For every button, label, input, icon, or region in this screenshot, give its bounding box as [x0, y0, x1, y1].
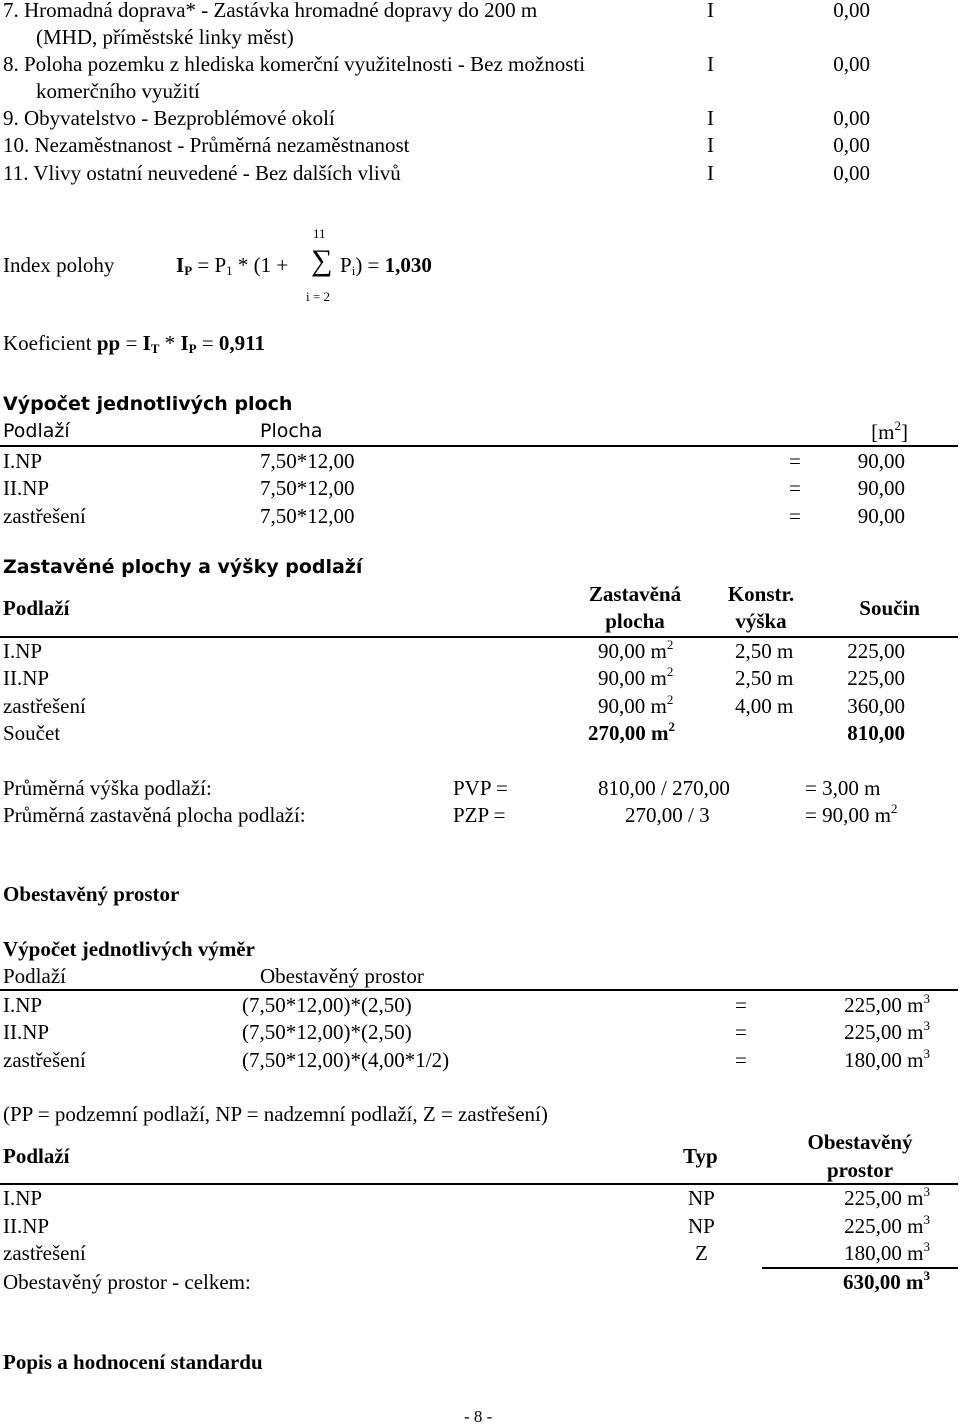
vymera-row-podlazi: zastřešení — [3, 1048, 86, 1072]
typ-row-podlazi: I.NP — [3, 1186, 43, 1210]
zastavene-col-vyska-2: výška — [735, 609, 787, 633]
influence-10-value: 0,00 — [833, 133, 870, 157]
zastavene-title: Zastavěné plochy a výšky podlaží — [3, 556, 363, 578]
typ-row-typ: NP — [688, 1186, 715, 1210]
zastavene-row-plocha: 90,00 $m^2$ — [598, 664, 674, 690]
index-polohy-result: $P_i) = 1,030$ — [340, 253, 432, 278]
influence-11-class: I — [707, 161, 714, 185]
vymery-col-prostor: Obestavěný prostor — [260, 964, 424, 988]
zastavene-sum-label: Součet — [3, 721, 61, 745]
plocha-row-podlazi: I.NP — [3, 449, 43, 473]
vymera-row-eq: = — [735, 993, 747, 1017]
influence-7-value: 0,00 — [833, 0, 870, 22]
typ-col-podlazi: Podlaží — [3, 1144, 70, 1168]
vymera-row-podlazi: I.NP — [3, 993, 43, 1017]
typ-col-prostor-2: prostor — [826, 1158, 894, 1182]
zastavene-row-vyska: 2,50 m — [735, 639, 794, 663]
plocha-row-eq: = — [789, 476, 801, 500]
vymera-row-eq: = — [735, 1020, 747, 1044]
vypocet-ploch-col-podlazi: Podlaží — [3, 420, 70, 442]
typ-col-prostor-1: Obestavěný — [807, 1130, 913, 1154]
influence-7-class: I — [707, 0, 714, 22]
influence-7-text-cont: (MHD, příměstské linky měst) — [36, 25, 294, 49]
typ-row-typ: NP — [688, 1214, 715, 1238]
zastavene-row-soucin: 225,00 — [847, 639, 905, 663]
prumer-label: Průměrná výška podlaží: — [3, 776, 212, 800]
popis-title: Popis a hodnocení standardu — [3, 1350, 263, 1374]
sum-upper-limit: 11 — [313, 226, 326, 241]
obestaveny-title: Obestavěný prostor — [3, 882, 180, 906]
zastavene-sum-soucin: 810,00 — [847, 721, 905, 745]
zastavene-row-podlazi: zastřešení — [3, 694, 86, 718]
vymera-row-calc: (7,50*12,00)*(2,50) — [242, 993, 412, 1017]
influence-9-text: 9. Obyvatelstvo - Bezproblémové okolí — [3, 106, 335, 130]
typ-row-typ: Z — [695, 1241, 708, 1265]
plocha-row-podlazi: zastřešení — [3, 504, 86, 528]
prumer-calc: 270,00 / 3 — [625, 803, 710, 827]
vypocet-ploch-col-unit: $[m^2]$ — [871, 418, 908, 444]
zastavene-row-plocha: 90,00 $m^2$ — [598, 637, 674, 663]
plocha-row-eq: = — [789, 449, 801, 473]
influence-8-text-cont: komerčního využití — [36, 79, 200, 103]
total-value: 630,00 $m^3$ — [843, 1268, 930, 1294]
zastavene-col-soucin: Součin — [859, 596, 920, 620]
plocha-row-value: 90,00 — [857, 476, 905, 500]
index-polohy-expression: $I_P = P_1 * (1$ + — [176, 253, 289, 278]
zastavene-row-plocha: 90,00 $m^2$ — [598, 692, 674, 718]
plocha-row-calc: 7,50*12,00 — [260, 504, 355, 528]
vypocet-ploch-title: Výpočet jednotlivých ploch — [3, 393, 293, 415]
vypocet-ploch-col-plocha: Plocha — [260, 420, 323, 442]
koeficient-formula: Koeficient pp = $I_T * I_P = 0,911$ — [3, 331, 266, 356]
index-polohy-label: Index polohy — [3, 253, 115, 277]
prumer-calc: 810,00 / 270,00 — [598, 776, 730, 800]
prumer-label: Průměrná zastavěná plocha podlaží: — [3, 803, 306, 827]
prumer-abbr: PZP = — [453, 803, 506, 827]
vymery-col-podlazi: Podlaží — [3, 964, 66, 988]
typ-row-podlazi: II.NP — [3, 1214, 50, 1238]
plocha-row-calc: 7,50*12,00 — [260, 476, 355, 500]
vymera-row-calc: (7,50*12,00)*(4,00*1/2) — [242, 1048, 450, 1072]
typ-row-value: 225,00 $m^3$ — [844, 1184, 930, 1210]
influence-9-class: I — [707, 106, 714, 130]
sum-icon: ∑ — [311, 244, 333, 277]
zastavene-row-podlazi: I.NP — [3, 639, 43, 663]
influence-10-text: 10. Nezaměstnanost - Průměrná nezaměstnanost — [3, 133, 410, 157]
influence-8-class: I — [707, 52, 714, 76]
legend-text: (PP = podzemní podlaží, NP = nadzemní podlaží, Z = zastřešení) — [3, 1102, 548, 1126]
vymera-row-value: 225,00 $m^3$ — [844, 991, 930, 1017]
zastavene-row-vyska: 4,00 m — [735, 694, 794, 718]
zastavene-col-plocha-1: Zastavěná — [588, 582, 682, 606]
typ-col-typ: Typ — [683, 1144, 718, 1168]
vymera-row-eq: = — [735, 1048, 747, 1072]
typ-header-rule — [0, 1183, 958, 1185]
vymera-row-podlazi: II.NP — [3, 1020, 50, 1044]
vymera-row-calc: (7,50*12,00)*(2,50) — [242, 1020, 412, 1044]
zastavene-row-vyska: 2,50 m — [735, 666, 794, 690]
total-label: Obestavěný prostor - celkem: — [3, 1270, 251, 1294]
vymera-row-value: 180,00 $m^3$ — [844, 1046, 930, 1072]
plocha-row-calc: 7,50*12,00 — [260, 449, 355, 473]
vymery-header-rule — [0, 989, 958, 991]
prumer-result: = 3,00 m — [805, 776, 881, 800]
zastavene-row-podlazi: II.NP — [3, 666, 50, 690]
vypocet-ploch-header-rule — [0, 445, 958, 447]
typ-row-value: 180,00 $m^3$ — [844, 1239, 930, 1265]
influence-11-text: 11. Vlivy ostatní neuvedené - Bez dalších vlivů — [3, 161, 401, 185]
influence-8-text: 8. Poloha pozemku z hlediska komerční využitelnosti - Bez možnosti — [3, 52, 586, 76]
influence-7-text: 7. Hromadná doprava* - Zastávka hromadné dopravy do 200 m — [3, 0, 538, 22]
zastavene-sum-plocha: 270,00 $m^2$ — [588, 719, 675, 745]
plocha-row-podlazi: II.NP — [3, 476, 50, 500]
influence-10-class: I — [707, 133, 714, 157]
typ-row-value: 225,00 $m^3$ — [844, 1212, 930, 1238]
prumer-result: = 90,00 $m^2$ — [805, 801, 898, 827]
influence-11-value: 0,00 — [833, 161, 870, 185]
zastavene-header-rule — [0, 636, 958, 638]
vymera-row-value: 225,00 $m^3$ — [844, 1018, 930, 1044]
influence-8-value: 0,00 — [833, 52, 870, 76]
plocha-row-value: 90,00 — [857, 449, 905, 473]
typ-row-podlazi: zastřešení — [3, 1241, 86, 1265]
page-number: - 8 - — [464, 1407, 493, 1426]
prumer-abbr: PVP = — [453, 776, 508, 800]
zastavene-col-plocha-2: plocha — [605, 609, 665, 633]
zastavene-col-vyska-1: Konstr. — [727, 582, 795, 606]
zastavene-row-soucin: 225,00 — [847, 666, 905, 690]
influence-9-value: 0,00 — [833, 106, 870, 130]
vymery-title: Výpočet jednotlivých výměr — [3, 937, 255, 961]
zastavene-col-podlazi: Podlaží — [3, 596, 70, 620]
plocha-row-value: 90,00 — [857, 504, 905, 528]
plocha-row-eq: = — [789, 504, 801, 528]
zastavene-row-soucin: 360,00 — [847, 694, 905, 718]
sum-lower-limit: i = 2 — [306, 289, 330, 304]
